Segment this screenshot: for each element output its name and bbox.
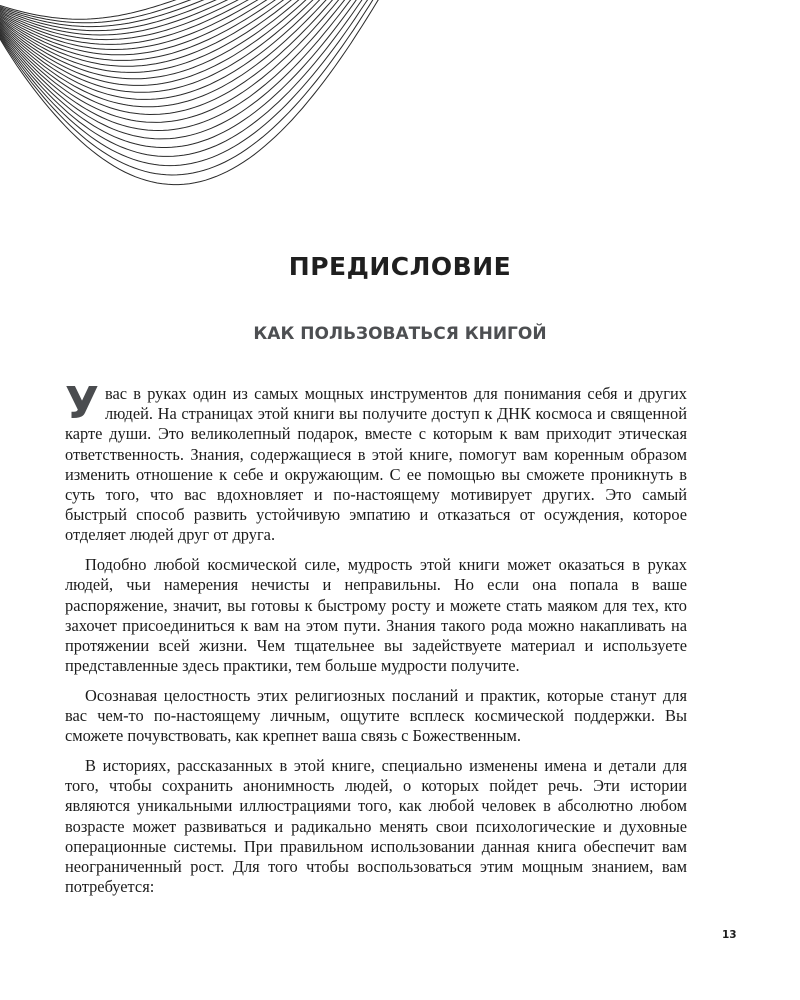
- paragraph-1: [65, 378, 687, 546]
- wave-line: [0, 0, 365, 31]
- wave-line: [0, 0, 439, 115]
- page-title: ПРЕДИСЛОВИЕ: [288, 252, 512, 281]
- wave-line: [0, 0, 389, 50]
- decorative-wave-lines: [0, 0, 480, 240]
- body-text: [65, 378, 687, 907]
- wave-line: [0, 0, 420, 85]
- section-subtitle: КАК ПОЛЬЗОВАТЬСЯ КНИГОЙ: [253, 324, 547, 344]
- wave-line: [0, 0, 475, 185]
- page-number: 13: [722, 929, 737, 941]
- paragraph-2: Подобно любой космической силе, мудрость этой книги может оказаться в руках людей, чьи намерения нечисты и неправильны. Но если она попала в ваше распоряжение, значит, вы готовы к быстрому росту и можете стать маяком для тех, кто захочет присоединиться к вам на этом пути. Знания такого рода можно накапливать на протяжении всей жизни. Чем тщательнее вы задействуете материал и используете представленные здесь практики, тем больше мудрости получите.: [65, 555, 687, 676]
- paragraph-1-text: вас в руках один из самых мощных инструментов для понимания себя и других людей. На страницах этой книги вы получите доступ к ДНК космоса и священной карте души. Это великолепный подарок, вместе с которым к вам приходит этическая ответственность. Знания, содержащиеся в этой книге, помогут вам коренным образом изменить отношение к себе и окружающим. С ее помощью вы сможете проникнуть в суть того, что вас вдохновляет и по-настоящему мотивирует других. Это самый быстрый способ развить устойчивую эмпатию и отказаться от осуждения, которое отделяет людей друг от друга.: [65, 384, 687, 545]
- wave-line: [0, 0, 448, 131]
- paragraph-3: Осознавая целостность этих религиозных посланий и практик, которые станут для вас чем-то по-настоящему личным, ощутите всплеск космической поддержки. Вы сможете почувствовать, как крепнет ваша связь с Божественным.: [65, 685, 687, 746]
- paragraph-4: В историях, рассказанных в этой книге, специально изменены имена и детали для того, чтобы сохранить анонимность людей, о которых пойдет речь. Эти истории являются уникальными иллюстрациями того, как любой человек в абсолютно любом возрасте может развиваться и радикально менять свои психологические и духовные операционные системы. При правильном использовании данная книга обеспечит вам неограниченный рост. Для того чтобы воспользоваться этим мощным знанием, вам потребуется:: [65, 755, 687, 897]
- wave-line: [0, 0, 340, 19]
- wave-line: [0, 0, 350, 23]
- wave-line: [0, 0, 383, 44]
- wave-line: [0, 0, 466, 166]
- drop-cap: У: [65, 378, 99, 429]
